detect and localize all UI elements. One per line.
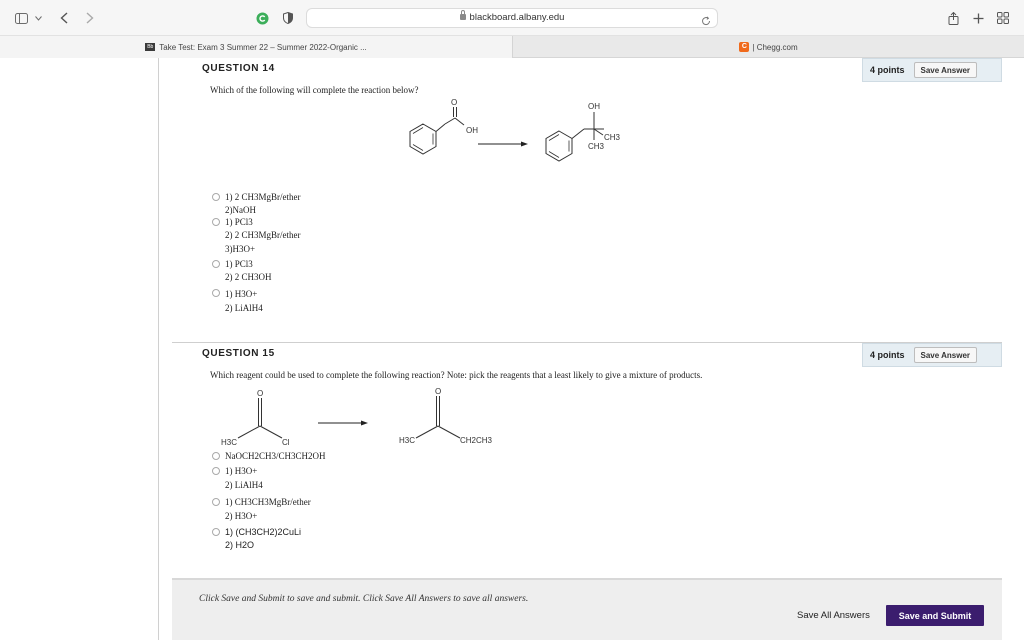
points-label: 4 points bbox=[870, 65, 905, 75]
sidebar-icon[interactable] bbox=[14, 8, 28, 28]
option-line: 2) H2O bbox=[225, 540, 255, 550]
submit-footer bbox=[172, 578, 1002, 640]
option-line: 1) (CH3CH2)2CuLi bbox=[225, 527, 302, 537]
option-line: 1) PCl3 bbox=[225, 259, 253, 269]
option-line: 1) H3O+ bbox=[225, 466, 258, 476]
option-line: 2) 2 CH3OH bbox=[225, 272, 272, 282]
option-line: 2) 2 CH3MgBr/ether bbox=[225, 230, 301, 240]
label-oh: OH bbox=[466, 126, 478, 135]
reaction-scheme-14 bbox=[398, 96, 638, 168]
share-icon[interactable] bbox=[947, 8, 959, 28]
option-radio[interactable] bbox=[212, 218, 220, 226]
footer-instruction: Click Save and Submit to save and submit. Click Save All Answers to save all answers. bbox=[199, 594, 529, 604]
option-radio[interactable] bbox=[212, 528, 220, 536]
label-h3c: H3C bbox=[221, 438, 238, 447]
tab-label: | Chegg.com bbox=[752, 42, 798, 52]
label-o: O bbox=[257, 389, 264, 398]
tab-overview-icon[interactable] bbox=[997, 8, 1009, 28]
option-radio[interactable] bbox=[212, 289, 220, 297]
option-radio[interactable] bbox=[212, 193, 220, 201]
question-title: QUESTION 14 bbox=[202, 63, 275, 74]
tab-blackboard[interactable] bbox=[0, 36, 512, 58]
tab-chegg[interactable] bbox=[512, 36, 1024, 58]
question-text: Which of the following will complete the reaction below? bbox=[210, 85, 419, 95]
url-text: blackboard.albany.edu bbox=[469, 12, 565, 23]
content-border bbox=[158, 58, 159, 640]
option-radio[interactable] bbox=[212, 452, 220, 460]
label-ch3: CH3 bbox=[588, 142, 605, 151]
points-label: 4 points bbox=[870, 350, 905, 360]
option-radio[interactable] bbox=[212, 467, 220, 475]
question-points-box bbox=[862, 343, 1002, 367]
option-line: 1) H3O+ bbox=[225, 289, 258, 299]
back-icon[interactable] bbox=[58, 8, 70, 28]
option-line: 1) CH3CH3MgBr/ether bbox=[225, 497, 311, 507]
blackboard-favicon-icon: Bb bbox=[147, 44, 154, 50]
save-and-submit-button[interactable]: Save and Submit bbox=[886, 605, 984, 626]
label-product-oh: OH bbox=[588, 102, 600, 111]
option-line: 2) LiAlH4 bbox=[225, 303, 263, 313]
save-answer-button[interactable]: Save Answer bbox=[914, 347, 978, 363]
new-tab-icon[interactable] bbox=[972, 8, 984, 28]
save-all-answers-button[interactable]: Save All Answers bbox=[797, 610, 870, 621]
tab-bar bbox=[0, 36, 1024, 58]
save-answer-button[interactable]: Save Answer bbox=[914, 62, 978, 78]
question-text: Which reagent could be used to complete the following reaction? Note: pick the reagents that a least likely to give a mixture of products. bbox=[210, 370, 703, 380]
option-line: 1) PCl3 bbox=[225, 217, 253, 227]
tab-label: Take Test: Exam 3 Summer 22 – Summer 2022-Organic ... bbox=[159, 42, 367, 52]
option-line: 3)H3O+ bbox=[225, 244, 256, 254]
address-bar[interactable] bbox=[306, 8, 718, 28]
extension-icon[interactable] bbox=[255, 8, 269, 28]
option-line: 2) H3O+ bbox=[225, 511, 258, 521]
question-points-box bbox=[862, 58, 1002, 82]
reaction-scheme-15 bbox=[214, 386, 504, 452]
label-o: O bbox=[435, 387, 442, 396]
option-line: NaOCH2CH3/CH3CH2OH bbox=[225, 451, 326, 461]
question-title: QUESTION 15 bbox=[202, 348, 275, 359]
label-o: O bbox=[451, 98, 458, 107]
label-cl: Cl bbox=[282, 438, 290, 447]
option-line: 1) 2 CH3MgBr/ether bbox=[225, 192, 301, 202]
option-line: 2) LiAlH4 bbox=[225, 480, 263, 490]
forward-icon[interactable] bbox=[84, 8, 96, 28]
chegg-favicon-icon: C bbox=[739, 42, 749, 52]
lock-icon bbox=[460, 14, 466, 20]
label-ch3: CH3 bbox=[604, 133, 621, 142]
chevron-down-icon[interactable] bbox=[34, 8, 42, 28]
label-h3c: H3C bbox=[399, 436, 416, 445]
reload-icon[interactable] bbox=[701, 13, 711, 31]
browser-toolbar bbox=[0, 0, 1024, 36]
option-radio[interactable] bbox=[212, 498, 220, 506]
option-line: 2)NaOH bbox=[225, 205, 256, 215]
privacy-shield-icon[interactable] bbox=[282, 8, 294, 28]
option-radio[interactable] bbox=[212, 260, 220, 268]
label-ch2ch3: CH2CH3 bbox=[460, 436, 493, 445]
